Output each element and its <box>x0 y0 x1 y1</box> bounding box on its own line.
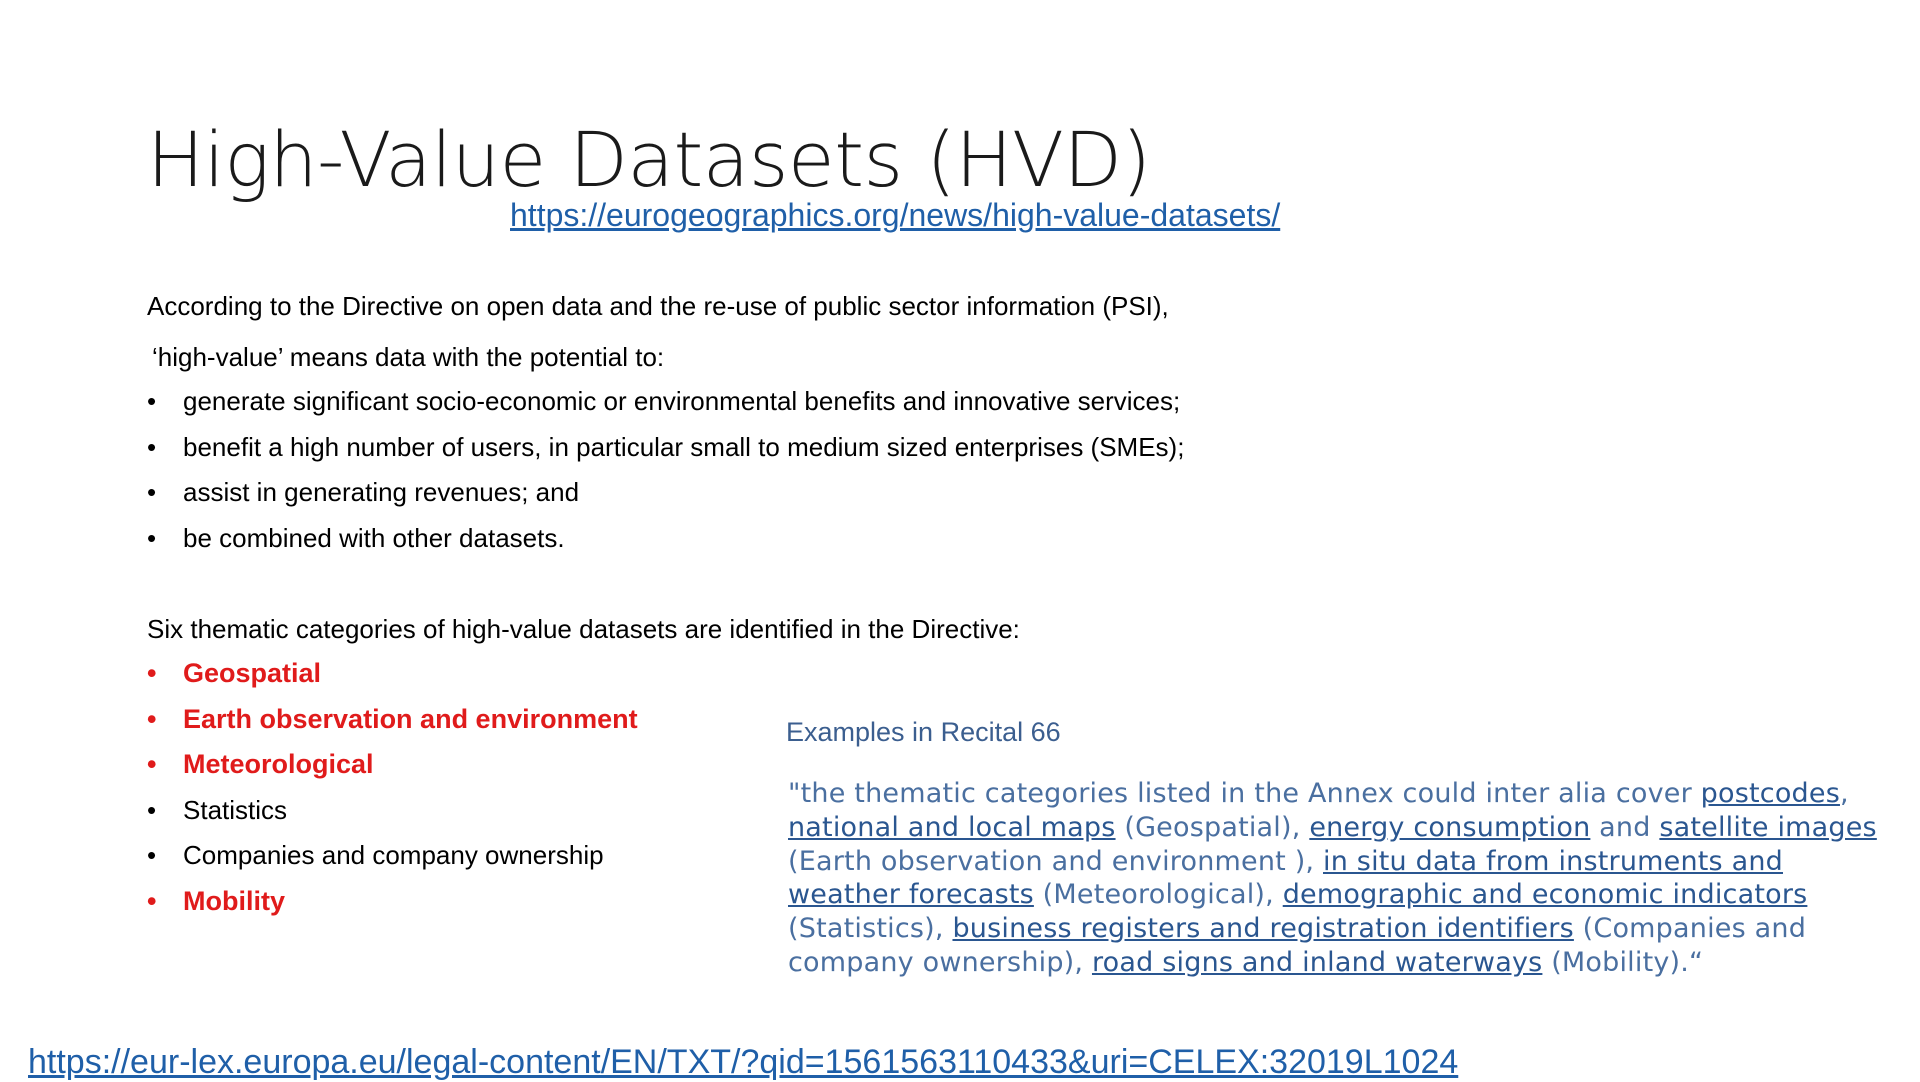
high-value-definition-text: ‘high-value’ means data with the potential to: <box>152 342 665 372</box>
category-label: Geospatial <box>183 658 322 688</box>
quote-body <box>788 777 1908 980</box>
quote-link-postcodes: postcodes <box>1700 778 1840 809</box>
quote-text: (Statistics), <box>788 913 953 945</box>
bullet-icon: • <box>147 885 157 916</box>
quote-line <box>788 946 1908 980</box>
category-label: Statistics <box>183 794 288 825</box>
bullet-icon: • <box>147 794 157 825</box>
category-meteorological <box>147 748 638 794</box>
quote-text: "the thematic categories listed in the Annex could inter alia cover <box>788 778 1701 809</box>
category-earth-observation <box>147 703 638 749</box>
eurogeographics-link[interactable]: https://eurogeographics.org/news/high-value-datasets/ <box>510 197 1281 233</box>
category-companies <box>147 839 638 885</box>
bullet-icon: • <box>147 477 157 507</box>
quote-link-weather: weather forecasts <box>788 879 1034 911</box>
quote-link-maps: national and local maps <box>788 811 1116 843</box>
recital-quote-image <box>786 717 1920 985</box>
categories-list <box>147 657 638 930</box>
category-label: Mobility <box>183 885 285 916</box>
list-item <box>147 431 1184 477</box>
quote-line <box>788 912 1908 946</box>
quote-text: , <box>1839 778 1849 809</box>
list-item <box>147 476 1184 522</box>
quote-text: (Meteorological), <box>1033 879 1283 911</box>
eur-lex-link[interactable]: https://eur-lex.europa.eu/legal-content/EN/TXT/?qid=1561563110433&uri=CELEX:32019L1024 <box>28 1043 1459 1081</box>
bullet-icon: • <box>147 658 157 688</box>
list-item <box>147 522 1184 568</box>
quote-text: (Companies and <box>1573 913 1807 945</box>
benefits-list <box>147 385 1184 567</box>
category-geospatial <box>147 657 638 703</box>
category-mobility <box>147 885 638 931</box>
directive-intro-text: According to the Directive on open data and the re-use of public sector information (PSI), <box>147 291 1169 321</box>
quote-line <box>788 811 1908 845</box>
list-item <box>147 385 1184 431</box>
quote-link-road-signs: road signs and inland waterways <box>1091 946 1543 978</box>
quote-link-business: business registers and registration identifiers <box>952 913 1574 945</box>
quote-text: (Mobility).“ <box>1542 946 1704 978</box>
quote-link-in-situ: in situ data from instruments and <box>1323 845 1783 877</box>
benefit-text: assist in generating revenues; and <box>183 477 580 507</box>
quote-text: company ownership), <box>788 946 1092 978</box>
category-label: Companies and company ownership <box>183 840 604 870</box>
bullet-icon: • <box>147 840 157 870</box>
bullet-icon: • <box>147 386 157 416</box>
category-statistics <box>147 794 638 840</box>
quote-link-demographic: demographic and economic indicators <box>1282 879 1808 911</box>
quote-text: (Geospatial), <box>1115 811 1310 843</box>
quote-text: (Earth observation and environment ), <box>788 845 1323 877</box>
benefit-text: benefit a high number of users, in particular small to medium sized enterprises (SMEs); <box>183 431 1185 462</box>
quote-line <box>788 878 1908 912</box>
bullet-icon: • <box>147 431 157 462</box>
category-label: Meteorological <box>183 749 374 779</box>
quote-line <box>788 777 1908 811</box>
quote-heading-cropped: Examples in Recital 66 <box>786 717 1061 747</box>
slide-title: High-Value Datasets (HVD) <box>147 115 1151 204</box>
bullet-icon: • <box>147 749 157 779</box>
categories-intro-text: Six thematic categories of high-value datasets are identified in the Directive: <box>147 614 1020 644</box>
quote-line <box>788 845 1908 879</box>
bullet-icon: • <box>147 703 157 734</box>
benefit-text: generate significant socio-economic or environmental benefits and innovative services; <box>183 386 1181 416</box>
category-label: Earth observation and environment <box>183 703 638 734</box>
benefit-text: be combined with other datasets. <box>183 522 565 553</box>
bullet-icon: • <box>147 522 157 553</box>
quote-link-satellite: satellite images <box>1659 811 1877 843</box>
quote-text: and <box>1590 811 1660 843</box>
quote-link-energy: energy consumption <box>1309 811 1591 843</box>
